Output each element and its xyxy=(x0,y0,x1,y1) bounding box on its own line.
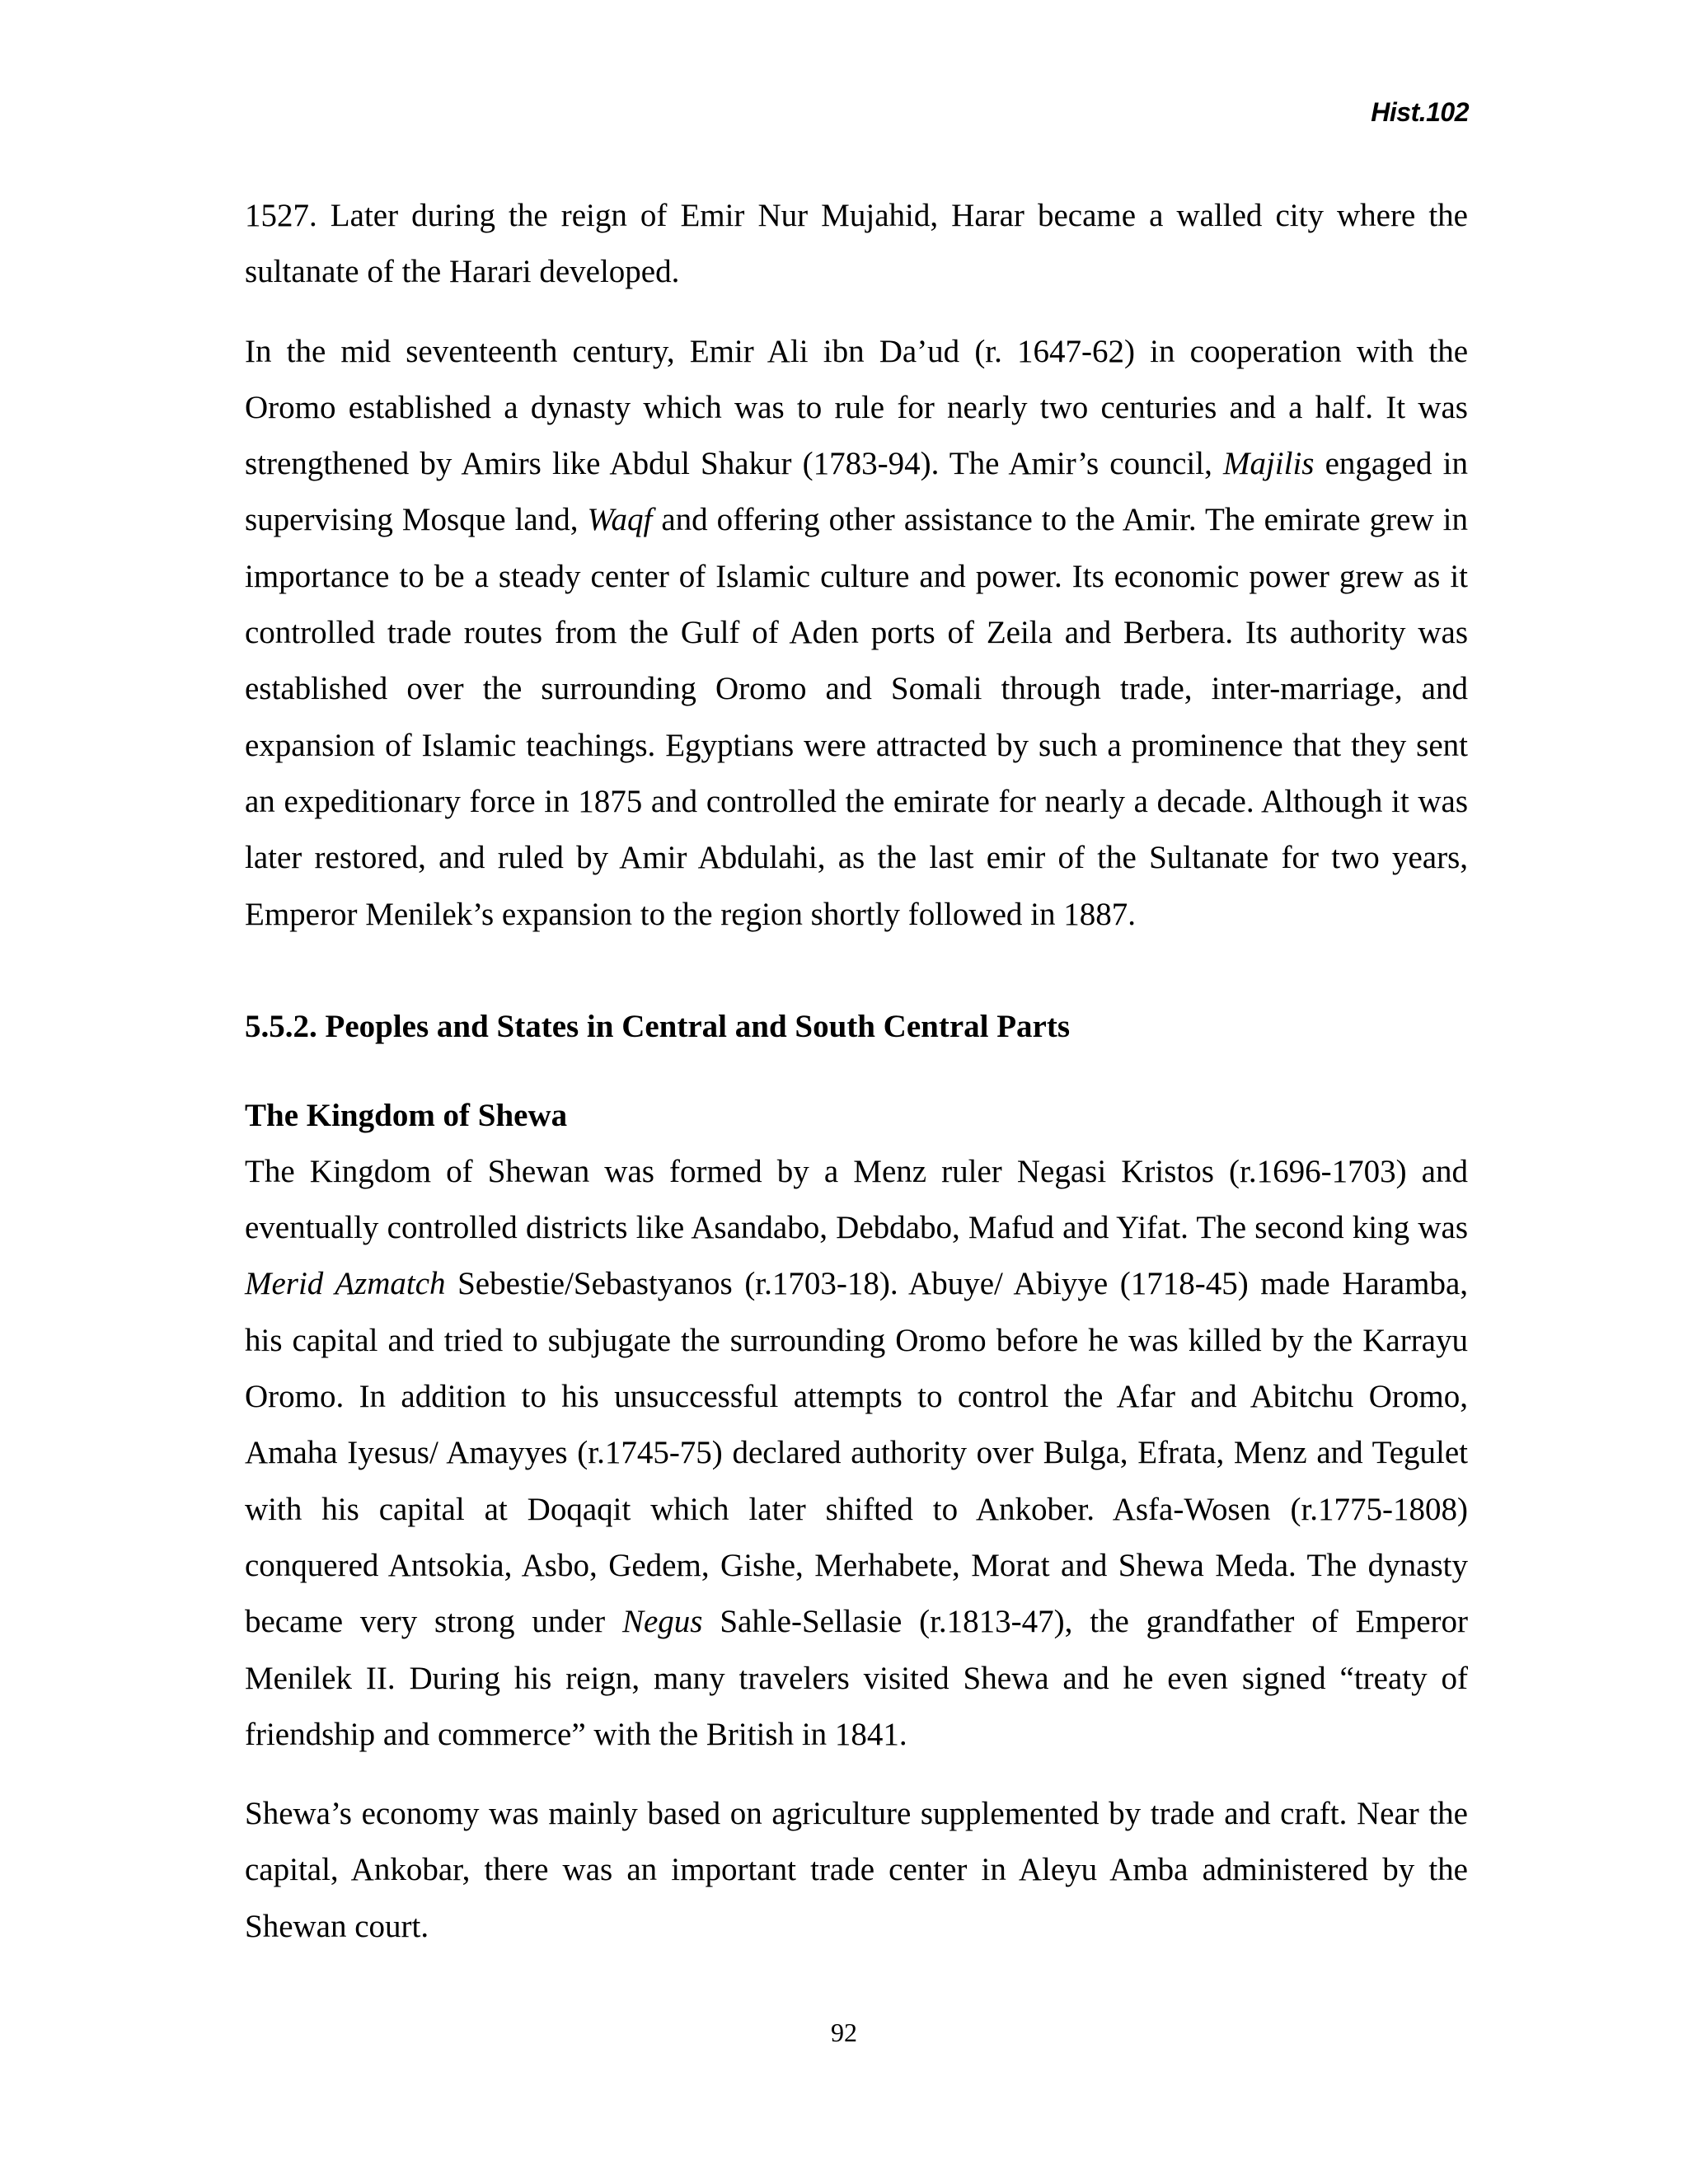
text-run: In the mid seventeenth century, Emir Ali ibn Da’ud (r. 1647-62) in cooperation with the Oromo established a dynasty which was to rule for nearly two centuries and a half. It was strengthened by Amirs like Abdul Shakur (1783-94). The Amir’s council, xyxy=(245,333,1468,482)
text-run: Sebestie/Sebastyanos (r.1703-18). Abuye/ Abiyye (1718-45) made Haramba, his capital and tried to subjugate the surrounding Oromo before he was killed by the Karrayu Oromo. In addition to his unsuccessful attempts to control the Afar and Abitchu Oromo, Amaha Iyesus/ Amayyes (r.1745-75) declared authority over Bulga, Efrata, Menz and Tegulet with his capital at Doqaqit which later shifted to Ankober. Asfa-Wosen (r.1775-1808) conquered Antsokia, Asbo, Gedem, Gishe, Merhabete, Morat and Shewa Meda. The dynasty became very strong under xyxy=(245,1266,1468,1640)
paragraph-shewa-economy: Shewa’s economy was mainly based on agriculture supplemented by trade and craft. Near the capital, Ankobar, there was an important trade center in Aleyu Amba administered by the Shewan court. xyxy=(245,1796,1468,1944)
text-run: Sahle-Sellasie (r.1813-47), the grandfather of Emperor Menilek II. During his reign, many travelers visited Shewa and he even signed “treaty of friendship and commerce” with the British in 1841. xyxy=(245,1604,1468,1752)
text-run: and offering other assistance to the Amir. The emirate grew in importance to be a steady center of Islamic culture and power. Its economic power grew as it controlled trade routes from the Gulf of Aden ports of Zeila and Berbera. Its authority was established over the surrounding Oromo and Somali through trade, inter-marriage, and expansion of Islamic teachings. Egyptians were attracted by such a prominence that they sent an expeditionary force in 1875 and controlled the emirate for nearly a decade. Although it was later restored, and ruled by Amir Abdulahi, as the last emir of the Sultanate for two years, Emperor Menilek’s expansion to the region shortly followed in 1887. xyxy=(245,502,1468,932)
italic-term-merid-azmatch: Merid Azmatch xyxy=(245,1266,446,1302)
italic-term-negus: Negus xyxy=(621,1604,703,1640)
section-heading: 5.5.2. Peoples and States in Central and South Central Parts xyxy=(245,1008,1071,1044)
subsection-heading: The Kingdom of Shewa xyxy=(245,1097,568,1133)
paragraph-kingdom-of-shewa xyxy=(245,1144,1468,1763)
page-content xyxy=(245,188,1468,1955)
italic-term-waqf: Waqf xyxy=(587,502,653,538)
page-number: 92 xyxy=(831,2018,857,2047)
text-run: engaged in supervising Mosque land, xyxy=(245,446,1468,538)
italic-term-majilis: Majilis xyxy=(1222,446,1315,482)
text-run: The Kingdom of Shewan was formed by a Menz ruler Negasi Kristos (r.1696-1703) and eventually controlled districts like Asandabo, Debdabo, Mafud and Yifat. The second king was xyxy=(245,1153,1468,1246)
paragraph-harar-emirate xyxy=(245,324,1468,943)
page-header: Hist.102 xyxy=(1371,97,1469,127)
paragraph-harar-walled-city: 1527. Later during the reign of Emir Nur Mujahid, Harar became a walled city where the sultanate of the Harari developed. xyxy=(245,198,1468,290)
